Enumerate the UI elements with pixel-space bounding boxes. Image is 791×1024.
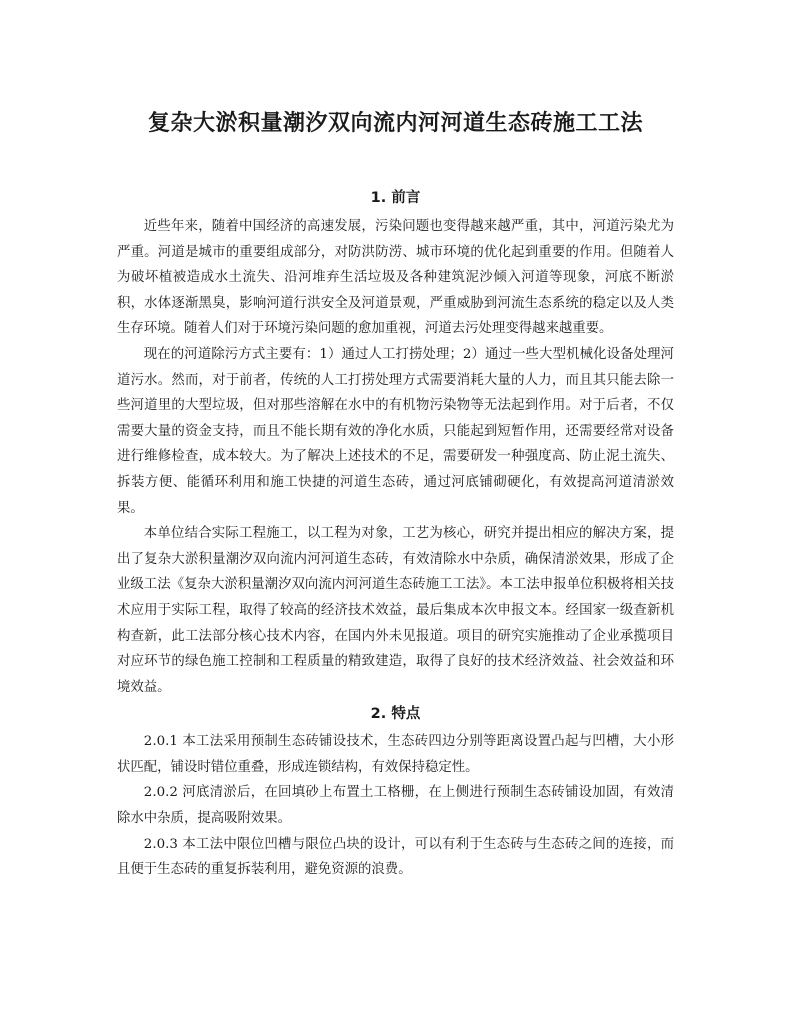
section-heading-preface: 1. 前言	[370, 190, 421, 206]
preface-paragraph-3: 本单位结合实际工程施工，以工程为对象，工艺为核心，研究并提出相应的解决方案，提出了复杂大淤积量潮汐双向流内河河道生态砖，有效清除水中杂质，确保清淤效果，形成了企业级工法《复杂大淤积量潮汐双向流内河河道生态砖施工工法》。本工法申报单位积极将相关技术应用于实际工程，取得了较高的经济技术效益，最后集成本次申报文本。经国家一级查新机构查新，此工法部分核心技术内容，在国内外未见报道。项目的研究实施推动了企业承揽项目对应环节的绿色施工控制和工程质量的精致建造，取得了良好的技术经济效益、社会效益和环境效益。	[117, 526, 674, 695]
feature-paragraph-2-0-1: 2.0.1 本工法采用预制生态砖铺设技术，生态砖四边分别等距离设置凸起与凹槽，大小形状匹配，铺设时错位重叠，形成连锁结构，有效保持稳定性。	[117, 734, 674, 775]
preface-paragraph-2: 现在的河道除污方式主要有：1）通过人工打捞处理；2）通过一些大型机械化设备处理河道污水。然而，对于前者，传统的人工打捞处理方式需要消耗大量的人力，而且其只能去除一些河道里的大型垃圾，但对那些溶解在水中的有机物污染物等无法起到作用。对于后者，不仅需要大量的资金支持，而且不能长期有效的净化水质，只能起到短暂作用，还需要经常对设备进行维修检查，成本较大。为了解决上述技术的不足，需要研发一种强度高、防止泥土流失、拆装方便、能循环利用和施工快捷的河道生态砖，通过河底铺砌硬化，有效提高河道清淤效果。	[117, 346, 674, 516]
preface-paragraph-1: 近些年来，随着中国经济的高速发展，污染问题也变得越来越严重，其中，河道污染尤为严重。河道是城市的重要组成部分，对防洪防涝、城市环境的优化起到重要的作用。但随着人为破坏植被造成水土流失、沿河堆弃生活垃圾及各种建筑泥沙倾入河道等现象，河底不断淤积，水体逐渐黑臭，影响河道行洪安全及河道景观，严重威胁到河流生态系统的稳定以及人类生存环境。随着人们对于环境污染问题的愈加重视，河道去污处理变得越来越重要。	[117, 219, 674, 337]
section-heading-features: 2. 特点	[370, 706, 421, 723]
feature-paragraph-2-0-3: 2.0.3 本工法中限位凹槽与限位凸块的设计，可以有利于生态砖与生态砖之间的连接，而且便于生态砖的重复拆装利用，避免资源的浪费。	[117, 836, 674, 878]
document-title: 复杂大淤积量潮汐双向流内河河道生态砖施工工法	[147, 110, 643, 136]
feature-paragraph-2-0-2: 2.0.2 河底清淤后，在回填砂上布置土工格栅，在上侧进行预制生态砖铺设加固，有效清除水中杂质，提高吸附效果。	[117, 785, 674, 827]
